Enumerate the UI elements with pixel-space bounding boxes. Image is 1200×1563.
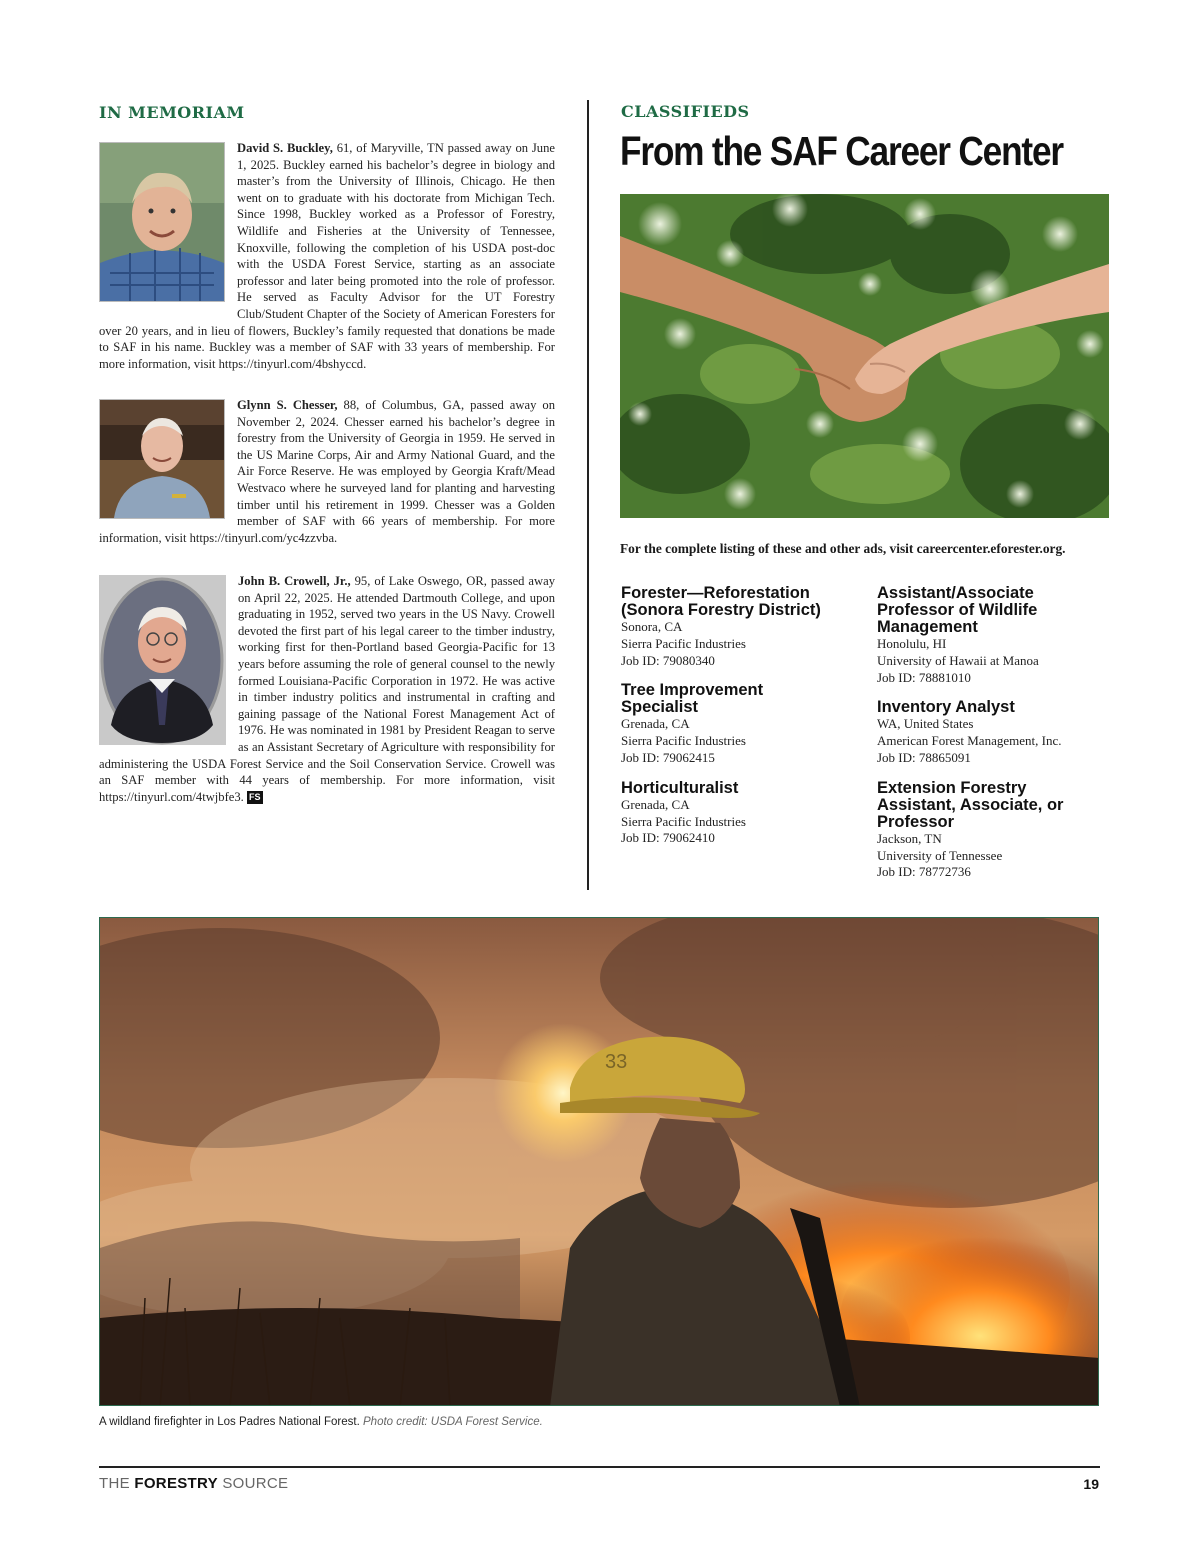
portrait-crowell [99,575,226,745]
listing-note: For the complete listing of these and other ads, visit careercenter.eforester.org. [620,541,1066,556]
classifieds-headline: From the SAF Career Center [620,128,1063,174]
job-employer: University of Hawaii at Manoa [877,652,1039,668]
in-memoriam-label: IN MEMORIAM [99,103,245,122]
job-id: Job ID: 78865091 [877,749,971,765]
obituary-text: 61, of Maryville, TN passed away on June 1, 2025. Buckley earned his bachelor’s degree in biology and master’s from the University of Illinois, Chicago. He then went on to graduate with his doctorate from Michigan Tech. Since 1998, Buckley worked as a Professor of Forestry, Wildlife and Fisheries at the University of Tennessee, Knoxville, following the completion of his USDA post-doc with the USDA Forest Service, starting as an associate professor and later being promoted into the role of professor. He served as Faculty Advisor for the UT Forestry Club/Student Chapter of the Society of American Foresters for over 20 years, and in lieu of flowers, Buckley’s family requested that donations be made to SAF in his name. Buckley was a member of SAF with 33 years of membership. For more information, visit https://tinyurl.com/4bshyccd. [99,141,555,371]
jobs-column-left [621,585,861,860]
job-employer: Sierra Pacific Industries [621,813,746,829]
footer-brand-suffix: SOURCE [217,1475,289,1492]
job-location: Sonora, CA [621,619,683,634]
obituary-name: Glynn S. Chesser, [237,398,338,412]
job-title: Tree Improvement Specialist [621,681,764,717]
obituary-buckley [99,140,555,380]
job-listing[interactable] [621,780,861,847]
caption-credit: Photo credit: USDA Forest Service. [363,1416,543,1428]
obituary-name: John B. Crowell, Jr., [238,574,351,588]
fs-end-mark: FS [248,791,261,802]
obituary-text: 88, of Columbus, GA, passed away on November 2, 2024. Chesser earned his bachelor’s degree in forestry from the University of Georgia in 1959. He served in the US Marine Corps, Air and Army National Guard, and the Air Force Reserve. He was employed by Georgia Kraft/Mead Westvaco where he surveyed land for planting and harvesting timber until his retirement in 1999. Chesser was a Golden member of SAF with 66 years of membership. For more information, visit https://tinyurl.com/yc4zzvba. [99,398,555,545]
job-location: Grenada, CA [621,796,690,812]
job-title: Extension Forestry Assistant, Associate, or Professor [877,778,1064,831]
footer-rule [99,1466,1100,1468]
footer-brand-prefix: THE [99,1475,135,1492]
job-employer: University of Tennessee [877,847,1003,863]
obituary-name: David S. Buckley, [237,141,333,155]
classifieds-label: CLASSIFIEDS [621,102,750,121]
column-divider [587,100,589,890]
in-memoriam-column [99,140,555,805]
job-id: Job ID: 79080340 [621,652,715,668]
portrait-buckley [99,142,225,302]
obituary-crowell [99,573,555,805]
firefighter-photo [99,917,1099,1406]
job-employer: Sierra Pacific Industries [621,733,746,749]
job-listing[interactable] [877,699,1099,766]
job-employer: American Forest Management, Inc. [877,733,1062,749]
obituary-chesser [99,397,555,557]
job-listing[interactable] [621,682,861,766]
job-location: WA, United States [877,716,974,732]
job-employer: Sierra Pacific Industries [621,635,746,651]
job-listing[interactable] [621,585,861,669]
job-location: Jackson, TN [877,830,942,846]
job-title: Assistant/Associate Professor of Wildlife Management [877,584,1038,636]
svg-text:33: 33 [605,1051,628,1073]
obituary-text: 95, of Lake Oswego, OR, passed away on April 22, 2025. He attended Dartmouth College, and upon graduating in 1952, served two years in the US Navy. Crowell devoted the first part of his legal career to the timber industry, working first for then-Portland based Georgia-Pacific for 13 years before assuming the role of general counsel to the newly formed Louisiana-Pacific Corporation in 1972. He was active in timber industry politics and instrumental in crafting and gaining passage of the National Forest Management Act of 1976. He was nominated in 1981 by President Reagan to serve as an Assistant Secretary of Agriculture with responsibility for administering the USDA Forest Service and the Soil Conservation Service. Crowell was an SAF member with 44 years of membership. For more information, visit https://tinyurl.com/4twjbfe3. [99,574,555,804]
photo-caption [99,1416,543,1428]
footer-brand [99,1475,288,1492]
job-title: Inventory Analyst [877,698,1015,717]
footer-brand-bold: FORESTRY [134,1475,218,1492]
job-listing[interactable] [877,585,1099,686]
job-location: Honolulu, HI [877,636,947,651]
job-location: Grenada, CA [621,716,690,732]
jobs-column-right [877,585,1099,894]
job-id: Job ID: 78881010 [877,669,971,685]
caption-text: A wildland firefighter in Los Padres National Forest. [99,1416,360,1428]
job-listing[interactable] [877,780,1099,881]
job-id: Job ID: 79062410 [621,830,715,846]
page-number: 19 [1083,1476,1099,1492]
job-title: Horticulturalist [621,778,739,797]
job-id: Job ID: 78772736 [877,864,971,880]
handshake-photo [620,194,1109,518]
portrait-chesser [99,399,225,519]
job-title: Forester—Reforestation (Sonora Forestry District) [621,584,821,619]
job-id: Job ID: 79062415 [621,749,715,765]
